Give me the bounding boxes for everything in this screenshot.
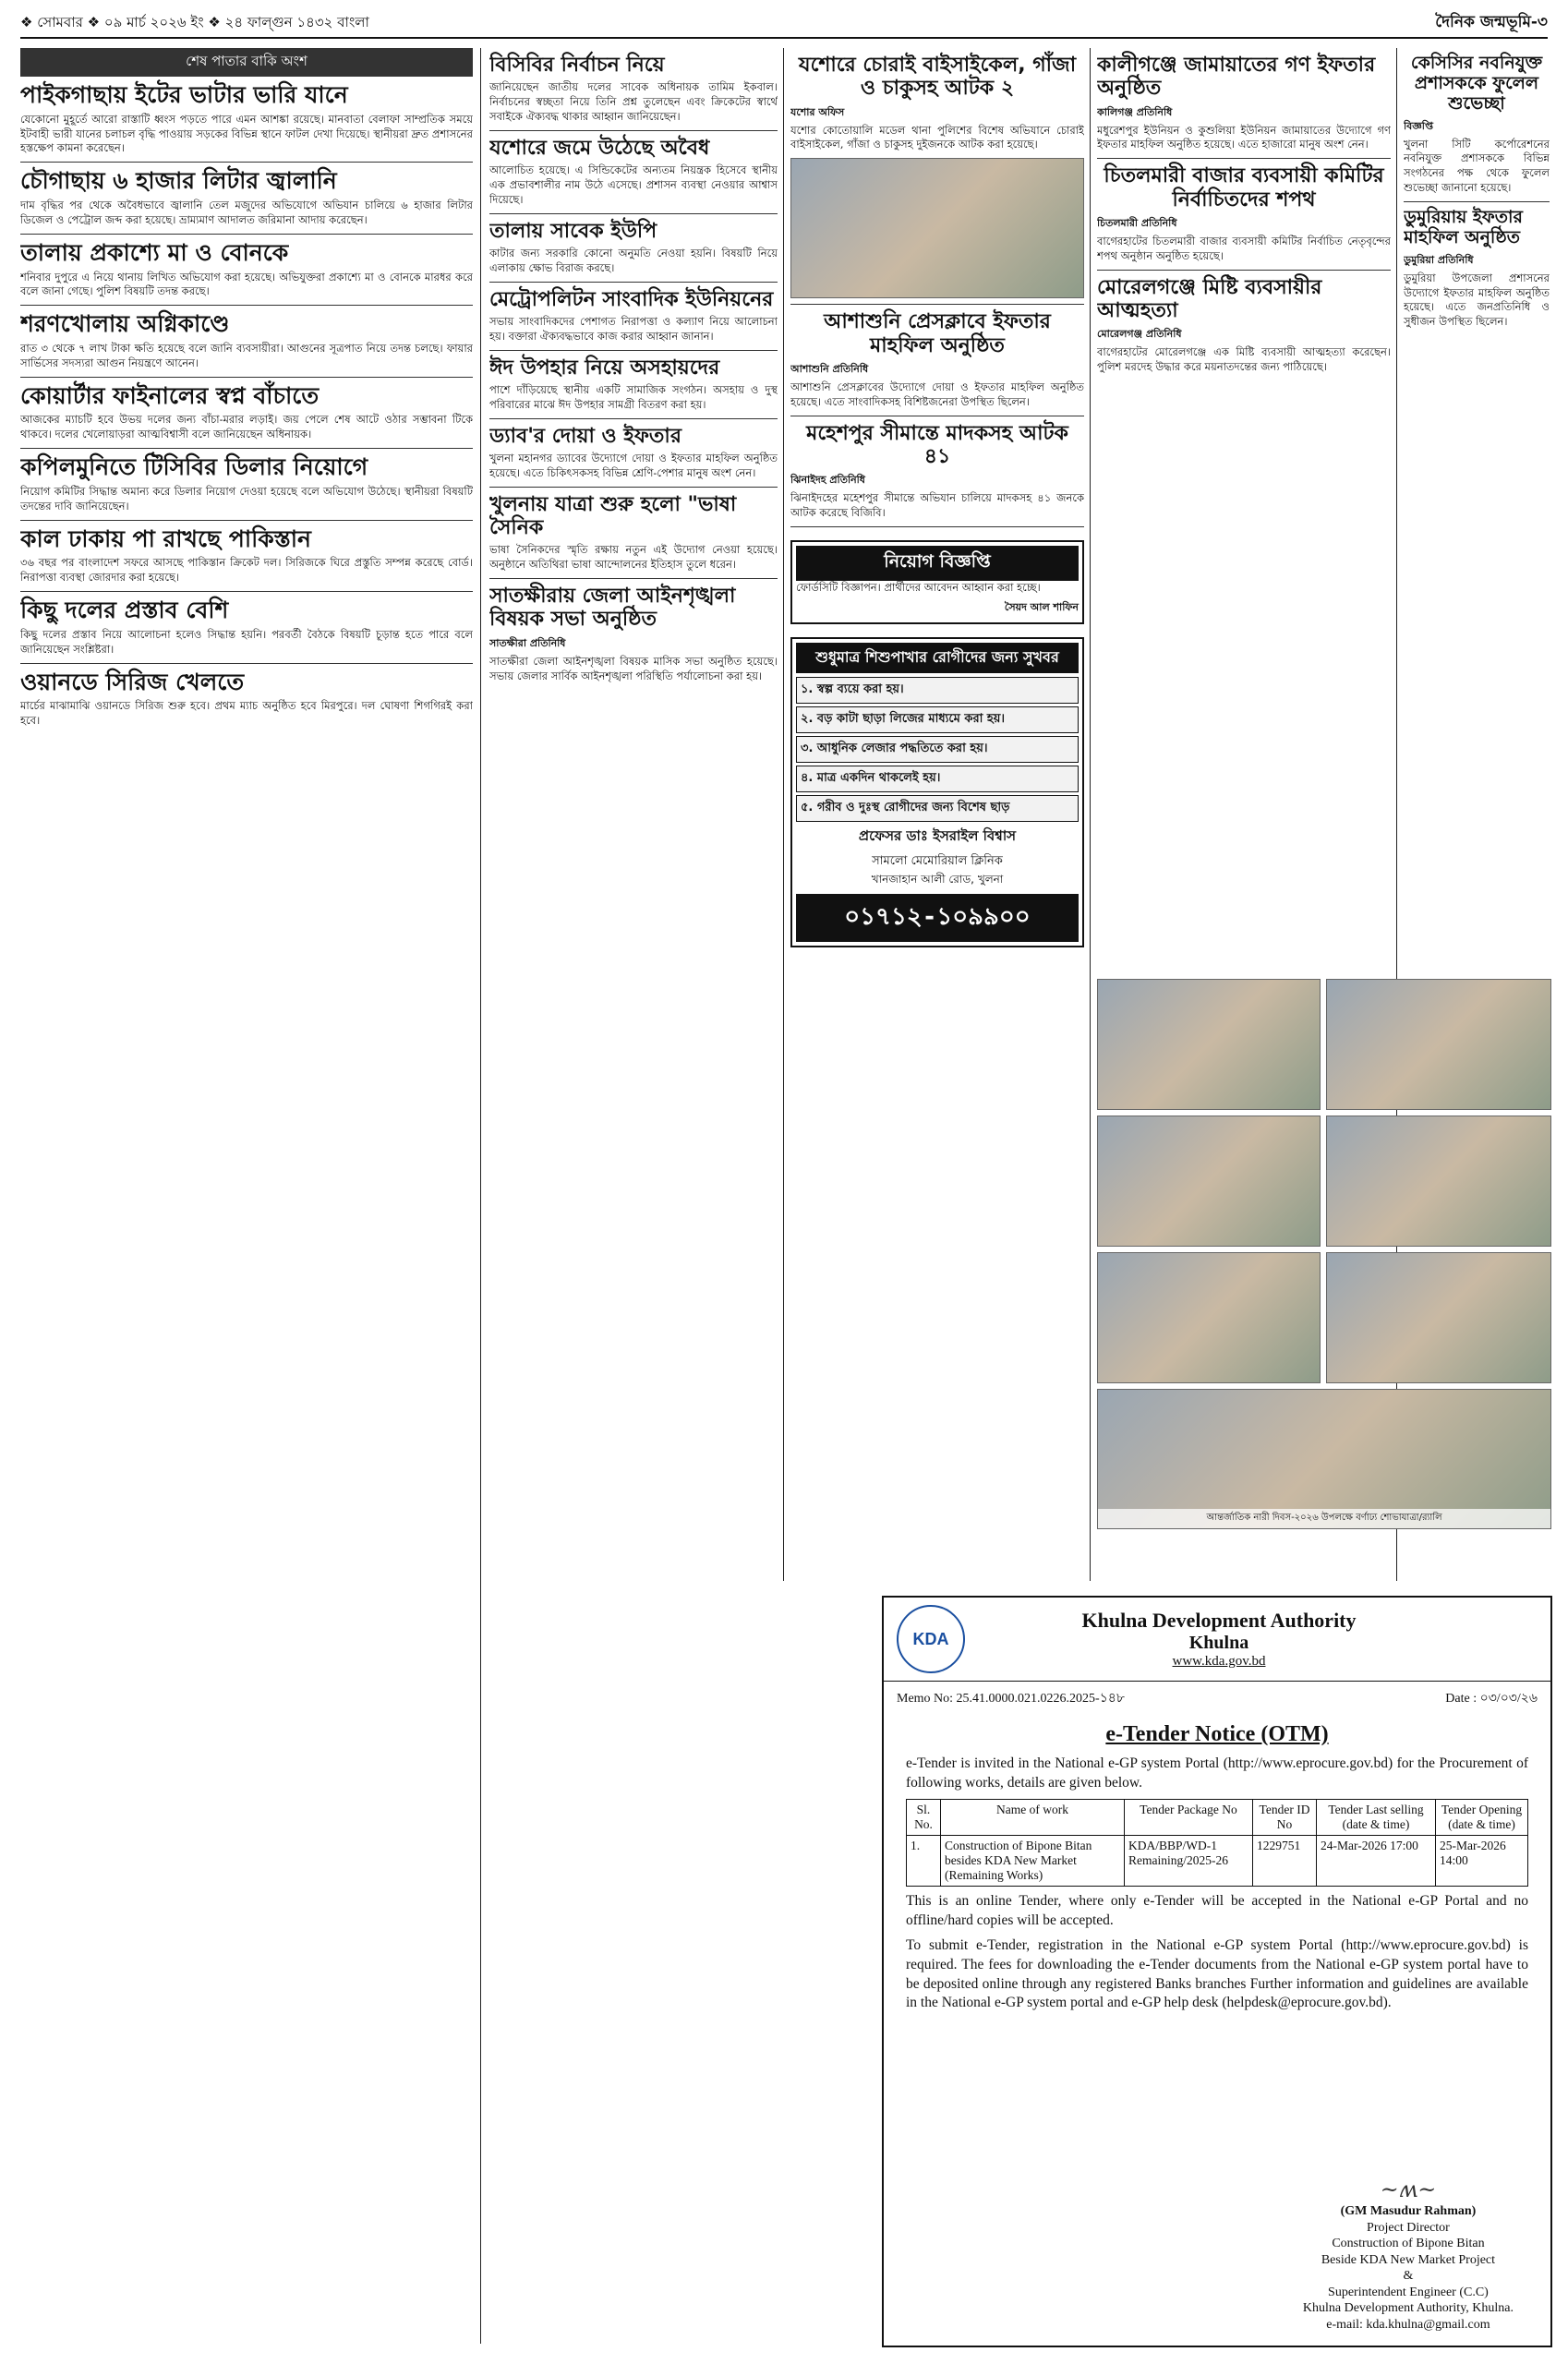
signer-title: Construction of Bipone Bitan <box>1332 2237 1485 2250</box>
headline: আশাশুনি প্রেসক্লাবে ইফতার মাহফিল অনুষ্ঠিত <box>824 310 1051 357</box>
notice-paragraph: This is an online Tender, where only e-Tender will be accepted in the National e-GP Portal and no offline/hard copies will be accepted. <box>906 1892 1528 1928</box>
newspaper-name: দৈনিক জন্মভূমি-৩ <box>1435 13 1548 31</box>
table-cell: KDA/BBP/WD-1 Remaining/2025-26 <box>1125 1835 1253 1886</box>
article-text: শনিবার দুপুরে এ নিয়ে থানায় লিখিত অভিযোগ করা হয়েছে। অভিযুক্তরা প্রকাশ্যে মা ও বোনকে মারধর করে বলে জানা গেছে। পুলিশ বিষয়টি তদন্ত করছে। <box>20 270 473 298</box>
article-text: কিছু দলের প্রস্তাব নিয়ে আলোচনা হলেও সিদ্ধান্ত হয়নি। পরবর্তী বৈঠকে বিষয়টি চূড়ান্ত হতে পারে বলে জানিয়েছেন সংশ্লিষ্টরা। <box>20 627 473 656</box>
phone-number: ০১৭১২-১০৯৯০০ <box>796 894 1079 942</box>
table-header: Tender Last selling (date & time) <box>1317 1799 1436 1835</box>
byline: ডুমুরিয়া প্রতিনিধি <box>1404 253 1474 266</box>
news-photo <box>1326 979 1551 1110</box>
ad-title: নিয়োগ বিজ্ঞপ্তি <box>796 546 1079 581</box>
signature-mark: ~ʍ~ <box>1380 2177 1437 2202</box>
headline: ঈদ উপহার নিয়ে অসহায়দের <box>489 356 720 380</box>
headline: কপিলমুনিতে টিসিবির ডিলার নিয়োগে <box>20 453 368 481</box>
article-text: আজকের ম্যাচটি হবে উভয় দলের জন্য বাঁচা-মরার লড়াই। জয় পেলে শেষ আটে ওঠার সম্ভাবনা টিকে থাকবে। দলের খেলোয়াড়রা আত্মবিশ্বাসী বলে জানিয়েছেন অধিনায়ক। <box>20 413 473 441</box>
ad-text: ফোর্ডসিটি বিজ্ঞাপন। প্রার্থীদের আবেদন আহ্বান করা হচ্ছে। <box>796 580 1041 594</box>
headline: ওয়ানডে সিরিজ খেলতে <box>20 668 245 695</box>
article-text: মধুরেশপুর ইউনিয়ন ও কুশুলিয়া ইউনিয়ন জামায়াতের উদ্যোগে গণ ইফতার মাহফিল অনুষ্ঠিত হয়েছে। এতে হাজারো মানুষ অংশ নেন। <box>1097 123 1391 151</box>
notice-title: e-Tender Notice (OTM) <box>1105 1722 1329 1746</box>
headline: শরণখোলায় অগ্নিকাণ্ডে <box>20 310 230 338</box>
article-text: কাটার জন্য সরকারি কোনো অনুমতি নেওয়া হয়নি। বিষয়টি নিয়ে এলাকায় ক্ষোভ বিরাজ করছে। <box>489 247 778 274</box>
org-city: Khulna <box>1188 1633 1249 1653</box>
headline: মেট্রোপলিটন সাংবাদিক ইউনিয়নের <box>489 287 774 311</box>
table-cell: 1229751 <box>1253 1835 1317 1886</box>
ad-benefit-list <box>796 677 1079 822</box>
table-cell: 25-Mar-2026 14:00 <box>1436 1835 1528 1886</box>
byline: মোরেলগঞ্জ প্রতিনিধি <box>1097 328 1182 341</box>
table-header: Tender Opening (date & time) <box>1436 1799 1528 1835</box>
headline: সাতক্ষীরায় জেলা আইনশৃঙ্খলা বিষয়ক সভা অনুষ্ঠিত <box>489 585 736 632</box>
column-rule <box>480 48 481 2344</box>
ad-title: শুধুমাত্র শিশুপাখার রোগীদের জন্য সুখবর <box>796 643 1079 673</box>
signature-block <box>1303 2176 1514 2333</box>
signer-title: Project Director <box>1367 2220 1450 2235</box>
headline: খুলনায় যাত্রা শুরু হলো "ভাষা সৈনিক <box>489 492 737 540</box>
byline: আশাশুনি প্রতিনিধি <box>790 362 869 375</box>
list-item: ৪. মাত্র একদিন থাকলেই হয়। <box>796 766 1079 792</box>
news-photo <box>1097 1252 1321 1383</box>
column-rule <box>783 48 784 1581</box>
list-item: ৩. আধুনিক লেজার পদ্ধতিতে করা হয়। <box>796 736 1079 763</box>
column-rule <box>1090 48 1091 1581</box>
news-photo <box>1326 1116 1551 1247</box>
table-header: Name of work <box>941 1799 1125 1835</box>
table-cell: 1. <box>907 1835 941 1886</box>
photo-grid <box>1097 979 1550 1533</box>
headline: মোরেলগঞ্জে মিষ্টি ব্যবসায়ীর আত্মহত্যা <box>1097 275 1322 322</box>
article-text: নিয়োগ কমিটির সিদ্ধান্ত অমান্য করে ডিলার নিয়োগ দেওয়া হয়েছে বলে অভিযোগ উঠেছে। স্থানীয়রা বিষয়টি তদন্তের দাবি জানিয়েছেন। <box>20 484 473 513</box>
date-line: ❖ সোমবার ❖ ০৯ মার্চ ২০২৬ ইং ❖ ২৪ ফাল্গুন ১৪৩২ বাংলা <box>20 13 369 30</box>
list-item: ২. বড় কাটা ছাড়া লিজের মাধ্যমে করা হয়। <box>796 706 1079 733</box>
memo-number: Memo No: 25.41.0000.021.0226.2025-১৪৮ <box>897 1692 1125 1706</box>
headline: কিছু দলের প্রস্তাব বেশি <box>20 597 229 624</box>
headline: তালায় প্রকাশ্যে মা ও বোনকে <box>20 238 289 266</box>
column-2 <box>489 48 778 2344</box>
signer-title: Khulna Development Authority, Khulna. <box>1302 2301 1514 2315</box>
article-text: ভাষা সৈনিকদের স্মৃতি রক্ষায় নতুন এই উদ্যোগ নেওয়া হয়েছে। অনুষ্ঠানে অতিথিরা ভাষা আন্দোলনের ইতিহাস তুলে ধরেন। <box>489 543 778 572</box>
recruitment-ad <box>790 540 1084 624</box>
news-photo <box>1326 1252 1551 1383</box>
headline: চৌগাছায় ৬ হাজার লিটার জ্বালানি <box>20 167 337 195</box>
article-text: দাম বৃদ্ধির পর থেকে অবৈধভাবে জ্বালানি তেল মজুদের অভিযোগে অভিযান চালিয়ে ৬ হাজার লিটার ডিজেল ও পেট্রোল জব্দ করা হয়েছে। ভ্রাম্যমাণ আদালত জরিমানা আদায় করেছেন। <box>20 199 473 226</box>
news-photo <box>1097 1116 1321 1247</box>
byline: সাতক্ষীরা প্রতিনিধি <box>489 636 566 649</box>
headline: যশোরে চোরাই বাইসাইকেল, গাঁজা ও চাকুসহ আটক ২ <box>798 54 1077 101</box>
table-header: Tender ID No <box>1253 1799 1317 1835</box>
article-text: মার্চের মাঝামাঝি ওয়ানডে সিরিজ শুরু হবে। প্রথম ম্যাচ অনুষ্ঠিত হবে মিরপুরে। দল ঘোষণা শিগগিরই করা হবে। <box>20 699 473 728</box>
article-text: যেকোনো মুহূর্তে আরো রাস্তাটি ধ্বংস পড়তে পারে এমন আশঙ্কা রয়েছে। মানবাতা বেলাফা সাম্প্রতিক সময়ে ইটবাহী ভারী যানের চলাচল বৃদ্ধি পাওয়ায় সড়কের বিভিন্ন স্থানে ফাটল দেখা দিয়েছে। স্থানীয়রা দ্রুত প্রশাসনের হস্তক্ষেপ কামনা করেছেন। <box>20 112 473 155</box>
article-text: বাগেরহাটের চিতলমারী বাজার ব্যবসায়ী কমিটির নির্বাচিত নেতৃবৃন্দের শপথ অনুষ্ঠান অনুষ্ঠিত হয়েছে। <box>1097 234 1391 262</box>
article-text: সাতক্ষীরা জেলা আইনশৃঙ্খলা বিষয়ক মাসিক সভা অনুষ্ঠিত হয়েছে। সভায় জেলার সার্বিক আইনশৃঙ্খলা পরিস্থিতি পর্যালোচনা করা হয়। <box>489 654 778 682</box>
page-header <box>20 9 1548 39</box>
table-header: Sl. No. <box>907 1799 941 1835</box>
headline: পাইকগাছায় ইটের ভাটার ভারি যানে <box>20 81 348 108</box>
tender-table <box>906 1799 1528 1887</box>
news-photo <box>790 158 1084 298</box>
clinic-name: সামলো মেমোরিয়াল ক্লিনিক <box>872 853 1003 868</box>
headline: তালায় সাবেক ইউপি <box>489 219 657 243</box>
headline: কোয়ার্টার ফাইনালের স্বপ্ন বাঁচাতে <box>20 381 320 409</box>
headline: কালীগঞ্জে জামায়াতের গণ ইফতার অনুষ্ঠিত <box>1097 54 1376 101</box>
article-text: ঝিনাইদহের মহেশপুর সীমান্তে অভিযান চালিয়ে মাদকসহ ৪১ জনকে আটক করেছে বিজিবি। <box>790 491 1084 520</box>
org-website: www.kda.gov.bd <box>1172 1654 1266 1669</box>
byline: চিতলমারী প্রতিনিধি <box>1097 216 1177 229</box>
headline: বিসিবির নির্বাচন নিয়ে <box>489 54 665 77</box>
headline: চিতলমারী বাজার ব্যবসায়ী কমিটির নির্বাচিতদের শপথ <box>1104 164 1384 211</box>
table-row <box>907 1835 1528 1886</box>
section-band: শেষ পাতার বাকি অংশ <box>20 48 473 77</box>
news-photo <box>1097 1389 1551 1529</box>
article-text: জানিয়েছেন জাতীয় দলের সাবেক অধিনায়ক তামিম ইকবাল। নির্বাচনের স্বচ্ছতা নিয়ে তিনি প্রশ্ন তুলেছেন এবং ক্রিকেটের স্বার্থে সবাইকে ঐক্যবদ্ধ থাকার আহ্বান জানিয়েছেন। <box>489 80 778 124</box>
headline: ডুমুরিয়ায় ইফতার মাহফিল অনুষ্ঠিত <box>1404 206 1523 247</box>
headline: কাল ঢাকায় পা রাখছে পাকিস্তান <box>20 525 311 552</box>
kda-logo: KDA <box>897 1605 965 1673</box>
byline: যশোর অফিস <box>790 105 845 118</box>
kda-tender-notice <box>882 1596 1552 2347</box>
headline: ড্যাব'র দোয়া ও ইফতার <box>489 424 681 448</box>
article-text: যশোর কোতোয়ালি মডেল থানা পুলিশের বিশেষ অভিযানে চোরাই বাইসাইকেল, গাঁজা ও চাকুসহ দুইজনকে আটক করা হয়েছে। <box>790 123 1084 151</box>
table-header-row <box>907 1799 1528 1835</box>
article-text: বাগেরহাটের মোরেলগঞ্জে এক মিষ্টি ব্যবসায়ী আত্মহত্যা করেছেন। পুলিশ মরদেহ উদ্ধার করে ময়নাতদন্তের জন্য পাঠিয়েছে। <box>1097 345 1391 374</box>
clinic-ad <box>790 637 1084 947</box>
article-text: ডুমুরিয়া উপজেলা প্রশাসনের উদ্যোগে ইফতার মাহফিল অনুষ্ঠিত হয়েছে। এতে জনপ্রতিনিধি ও সুধীজন উপস্থিত ছিলেন। <box>1404 271 1550 329</box>
article-text: আলোচিত হয়েছে। এ সিন্ডিকেটের অন্যতম নিয়ন্ত্রক হিসেবে স্থানীয় এক প্রভাবশালীর নাম উঠে এসেছে। প্রশাসন ব্যবস্থা নেওয়ার আশ্বাস দিয়েছে। <box>489 163 778 206</box>
signer-name: (GM Masudur Rahman) <box>1340 2204 1477 2218</box>
doctor-name: প্রফেসর ডাঃ ইসরাইল বিশ্বাস <box>858 826 1017 844</box>
ad-contact: সৈয়দ আল শাফিন <box>1004 600 1079 613</box>
article-text: পাশে দাঁড়িয়েছে স্থানীয় একটি সামাজিক সংগঠন। অসহায় ও দুস্থ পরিবারের মাঝে ঈদ উপহার সামগ্রী বিতরণ করা হয়। <box>489 383 778 411</box>
signer-email: e-mail: kda.khulna@gmail.com <box>1326 2317 1490 2332</box>
article-text: খুলনা মহানগর ড্যাবের উদ্যোগে দোয়া ও ইফতার মাহফিল অনুষ্ঠিত হয়েছে। এতে চিকিৎসকসহ বিভিন্ন শ্রেণি-পেশার মানুষ অংশ নেন। <box>489 452 778 479</box>
headline: মহেশপুর সীমান্তে মাদকসহ আটক ৪১ <box>806 421 1068 468</box>
byline: ঝিনাইদহ প্রতিনিধি <box>790 474 865 487</box>
byline: বিজ্ঞপ্তি <box>1404 119 1433 132</box>
byline: কালিগঞ্জ প্রতিনিধি <box>1097 105 1173 118</box>
photo-caption: আন্তর্জাতিক নারী দিবস-২০২৬ উপলক্ষে বর্ণাঢ্য শোভাযাত্রা/র‍্যালি <box>1098 1509 1550 1528</box>
article-text: ৩৬ বছর পর বাংলাদেশ সফরে আসছে পাকিস্তান ক্রিকেট দল। সিরিজকে ঘিরে প্রস্তুতি সম্পন্ন করেছে বোর্ড। নিরাপত্তা ব্যবস্থা জোরদার করা হয়েছে। <box>20 556 473 585</box>
notice-date: Date : ০৩/০৩/২৬ <box>1445 1692 1538 1706</box>
article-text: রাত ৩ থেকে ৭ লাখ টাকা ক্ষতি হয়েছে বলে জানি ব্যবসায়ীরা। আগুনের সূত্রপাত নিয়ে তদন্ত চলছে। ফায়ার সার্ভিসের সদস্যরা আগুন নিয়ন্ত্রণে আনেন। <box>20 342 473 369</box>
notice-intro: e-Tender is invited in the National e-GP system Portal (http://www.eprocure.gov.bd) for the Procurement of following works, details are given below. <box>906 1755 1528 1791</box>
news-photo <box>1097 979 1321 1110</box>
notice-paragraph: To submit e-Tender, registration in the National e-GP system Portal (http://www.eprocure.gov.bd) is required. The fees for downloading the e-Tender documents from the National e-GP system portal have to be deposited online through any registered Banks branches Further information and guidelines are available in the National e-GP system portal and e-GP help desk (helpdesk@eprocure.gov.bd). <box>906 1936 1528 2011</box>
article-text: খুলনা সিটি কর্পোরেশনের নবনিযুক্ত প্রশাসককে বিভিন্ন সংগঠনের পক্ষ থেকে ফুলেল শুভেচ্ছা জানানো হয়েছে। <box>1404 137 1550 195</box>
headline: যশোরে জমে উঠেছে অবৈধ <box>489 136 710 160</box>
signer-title: Beside KDA New Market Project <box>1321 2252 1496 2267</box>
column-1 <box>20 48 473 2344</box>
signer-title: & <box>1403 2269 1414 2283</box>
table-cell: Construction of Bipone Bitan besides KDA New Market (Remaining Works) <box>941 1835 1125 1886</box>
org-name: Khulna Development Authority <box>1081 1609 1357 1632</box>
list-item: ৫. গরীব ও দুঃস্থ রোগীদের জন্য বিশেষ ছাড় <box>796 795 1079 822</box>
list-item: ১. স্বল্প ব্যয়ে করা হয়। <box>796 677 1079 704</box>
table-header: Tender Package No <box>1125 1799 1253 1835</box>
article-text: আশাশুনি প্রেসক্লাবের উদ্যোগে দোয়া ও ইফতার মাহফিল অনুষ্ঠিত হয়েছে। এতে সাংবাদিকসহ বিশিষ্টজনেরা উপস্থিত ছিলেন। <box>790 380 1084 408</box>
clinic-address: খানজাহান আলী রোড, খুলনা <box>871 872 1004 886</box>
signer-title: Superintendent Engineer (C.C) <box>1328 2285 1489 2299</box>
article-text: সভায় সাংবাদিকদের পেশাগত নিরাপত্তা ও কল্যাণ নিয়ে আলোচনা হয়। বক্তারা ঐক্যবদ্ধভাবে কাজ করার আহ্বান জানান। <box>489 315 778 343</box>
table-cell: 24-Mar-2026 17:00 <box>1317 1835 1436 1886</box>
headline: কেসিসির নবনিযুক্ত প্রশাসককে ফুলেল শুভেচ্ছা <box>1410 53 1543 114</box>
